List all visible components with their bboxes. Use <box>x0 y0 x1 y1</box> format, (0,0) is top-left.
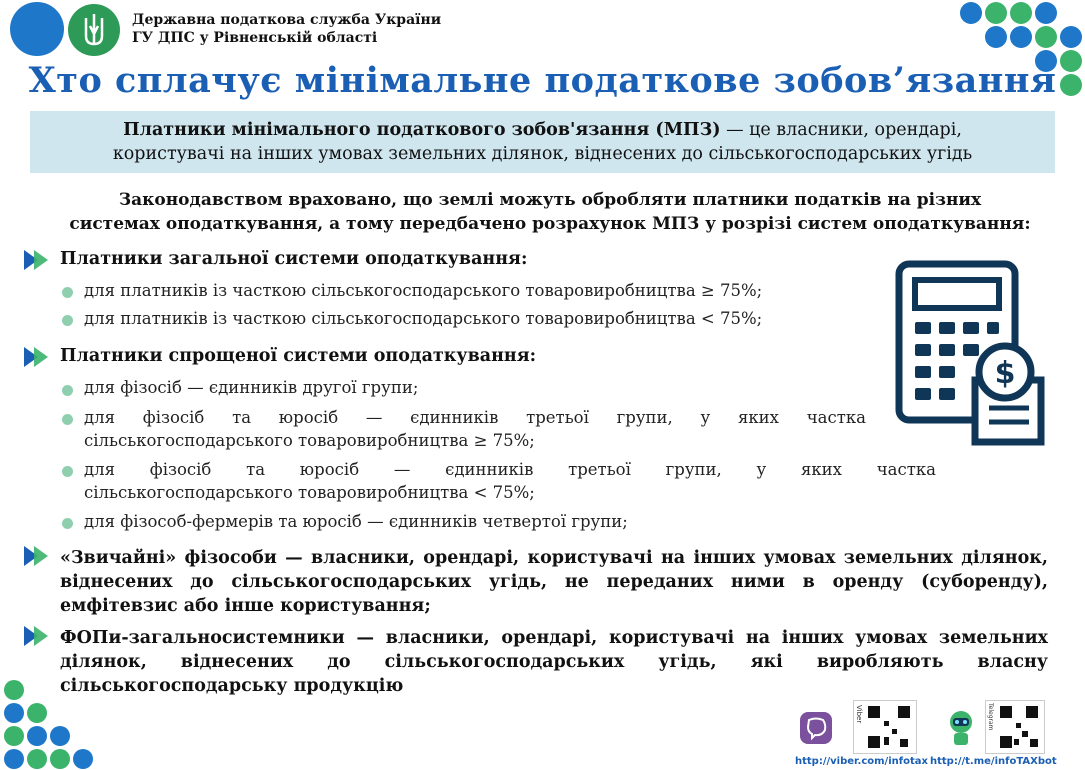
simplified-item-3-line2: сільськогосподарського товаровиробництва < 75%; <box>84 483 535 502</box>
telegram-bot-icon[interactable] <box>945 708 977 748</box>
general-system-heading: Платники загальної системи оподаткування: <box>60 249 528 269</box>
general-item-2: для платників із часткою сільськогосподарського товаровиробництва < 75%; <box>84 309 763 328</box>
calculator-dollar-icon <box>895 260 1045 450</box>
arrow-bullet-icon <box>24 626 50 646</box>
viber-label: Viber <box>855 705 863 724</box>
bullet-dot <box>62 315 73 326</box>
svg-text:$: $ <box>994 356 1016 391</box>
definition-line2: користувачі на інших умовах земельних ділянок, віднесених до сільськогосподарських угідь <box>112 144 973 164</box>
page-title: Хто сплачує мінімальне податкове зобов’язання <box>28 60 1057 101</box>
definition-term: Платники мінімального податкового зобов'язання (МПЗ) <box>123 120 721 140</box>
bullet-dot <box>62 385 73 396</box>
telegram-label: Telegram <box>987 703 994 731</box>
simplified-system-heading: Платники спрощеної системи оподаткування: <box>60 346 537 366</box>
general-item-1: для платників із часткою сільськогосподарського товаровиробництва ≥ 75%; <box>84 281 763 300</box>
arrow-bullet-icon <box>24 250 50 270</box>
telegram-qr-code-icon[interactable] <box>985 700 1045 754</box>
simplified-item-4: для фізособ-фермерів та юросіб — єдинників четвертої групи; <box>84 512 628 531</box>
bullet-dot <box>62 518 73 529</box>
coat-of-arms-icon <box>68 4 120 56</box>
org-name: Державна податкова служба України <box>132 12 442 28</box>
bullet-dot <box>62 414 73 425</box>
fop-general-paragraph: ФОПи-загальносистемники — власники, орендарі, користувачі на інших умовах земельних ділянок, віднесених до сільськогосподарських угідь, які виробляють власну сільськогосподарську продукцію <box>60 628 1048 696</box>
simplified-item-3-line1: для фізосіб та юросіб — єдинників третьої групи, у яких частка <box>84 460 936 479</box>
viber-link[interactable]: http://viber.com/infotax <box>795 756 928 767</box>
intro-line1: Законодавством враховано, що землі можуть обробляти платники податків на різних <box>118 190 982 210</box>
arrow-bullet-icon <box>24 546 50 566</box>
intro-text <box>50 188 1050 236</box>
logo-blue-circle <box>10 2 64 56</box>
simplified-item-2-line2: сільськогосподарського товаровиробництва ≥ 75%; <box>84 431 535 450</box>
intro-line2: системах оподаткування, а тому передбачено розрахунок МПЗ у розрізі систем оподаткування: <box>69 214 1031 234</box>
arrow-bullet-icon <box>24 347 50 367</box>
bullet-dot <box>62 287 73 298</box>
org-branch: ГУ ДПС у Рівненській області <box>132 30 378 46</box>
simplified-item-2-line1: для фізосіб та юросіб — єдинників третьої групи, у яких частка <box>84 408 866 427</box>
definition-text <box>30 118 1055 166</box>
bullet-dot <box>62 466 73 477</box>
viber-qr-code-icon[interactable] <box>853 700 917 754</box>
ordinary-individuals-paragraph: «Звичайні» фізособи — власники, орендарі, користувачі на інших умовах земельних ділянок, віднесених до сільськогосподарських угідь, не переданих ними в оренду (суборенду), емфітевзис або інше користування; <box>60 548 1048 616</box>
definition-rest: — це власники, орендарі, <box>720 120 962 140</box>
simplified-item-1: для фізосіб — єдинників другої групи; <box>84 378 419 397</box>
viber-icon[interactable] <box>800 712 832 744</box>
telegram-link[interactable]: http://t.me/infoTAXbot <box>930 756 1057 767</box>
